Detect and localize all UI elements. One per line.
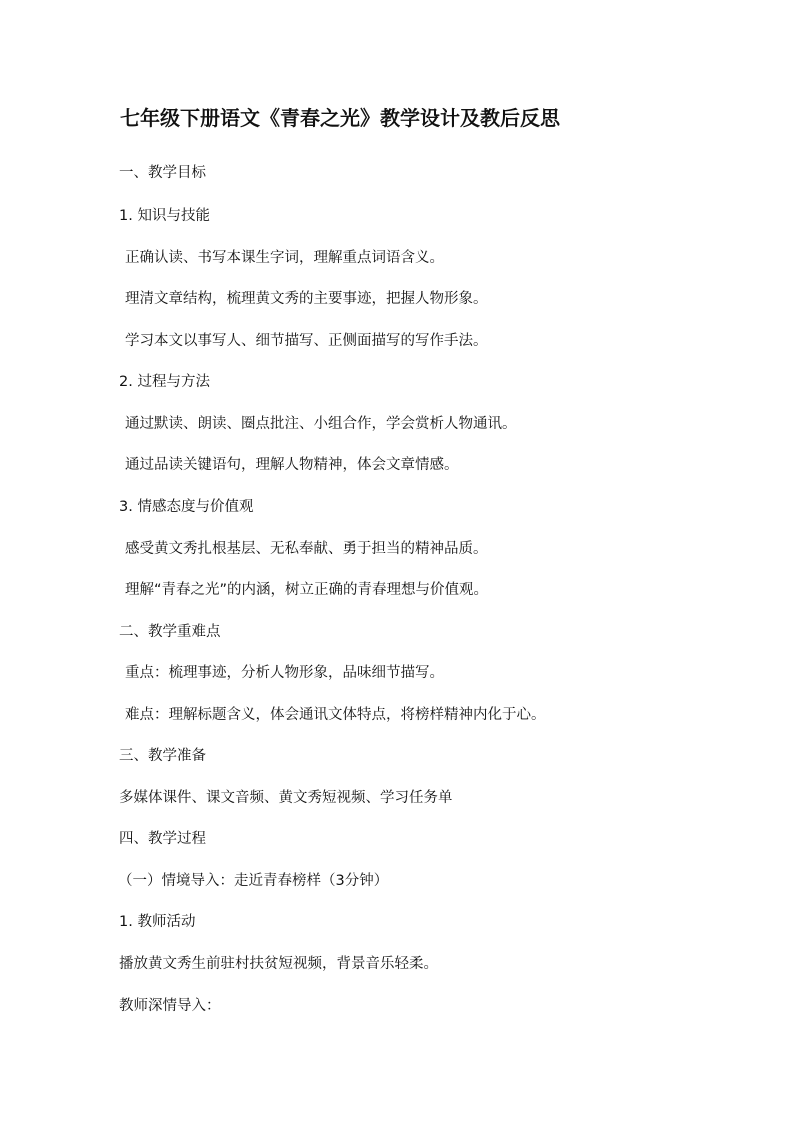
objective-item: 学习本文以事写人、细节描写、正侧面描写的写作手法。	[125, 333, 488, 349]
section-heading-preparation: 三、教学准备	[119, 748, 206, 764]
body-paragraph: 教师深情导入：	[119, 998, 221, 1014]
section-heading-process: 四、教学过程	[119, 831, 206, 847]
objective-item: 正确认读、书写本课生字词，理解重点词语含义。	[125, 250, 444, 266]
objective-item: 通过默读、朗读、圈点批注、小组合作，学会赏析人物通讯。	[125, 416, 517, 432]
document-title: 七年级下册语文《青春之光》教学设计及教后反思	[120, 106, 560, 130]
key-point-item: 重点：梳理事迹，分析人物形象，品味细节描写。	[125, 665, 444, 681]
section-heading-key-points: 二、教学重难点	[119, 624, 221, 640]
objective-item: 理清文章结构，梳理黄文秀的主要事迹，把握人物形象。	[125, 291, 488, 307]
subheading-emotion-values: 3. 情感态度与价值观	[119, 499, 254, 515]
difficult-point-item: 难点：理解标题含义，体会通讯文体特点，将榜样精神内化于心。	[125, 707, 546, 723]
section-heading-objectives: 一、教学目标	[119, 165, 206, 181]
subheading-situation-intro: （一）情境导入：走近青春榜样（3分钟）	[118, 873, 389, 889]
subheading-knowledge-skills: 1. 知识与技能	[119, 208, 210, 224]
preparation-materials: 多媒体课件、课文音频、黄文秀短视频、学习任务单	[119, 790, 453, 806]
objective-item: 感受黄文秀扎根基层、无私奉献、勇于担当的精神品质。	[125, 541, 488, 557]
objective-item: 理解“青春之光”的内涵，树立正确的青春理想与价值观。	[125, 582, 489, 598]
body-paragraph: 播放黄文秀生前驻村扶贫短视频，背景音乐轻柔。	[119, 956, 438, 972]
objective-item: 通过品读关键语句，理解人物精神，体会文章情感。	[125, 457, 459, 473]
subheading-process-methods: 2. 过程与方法	[119, 374, 210, 390]
subheading-teacher-activity: 1. 教师活动	[119, 914, 196, 930]
